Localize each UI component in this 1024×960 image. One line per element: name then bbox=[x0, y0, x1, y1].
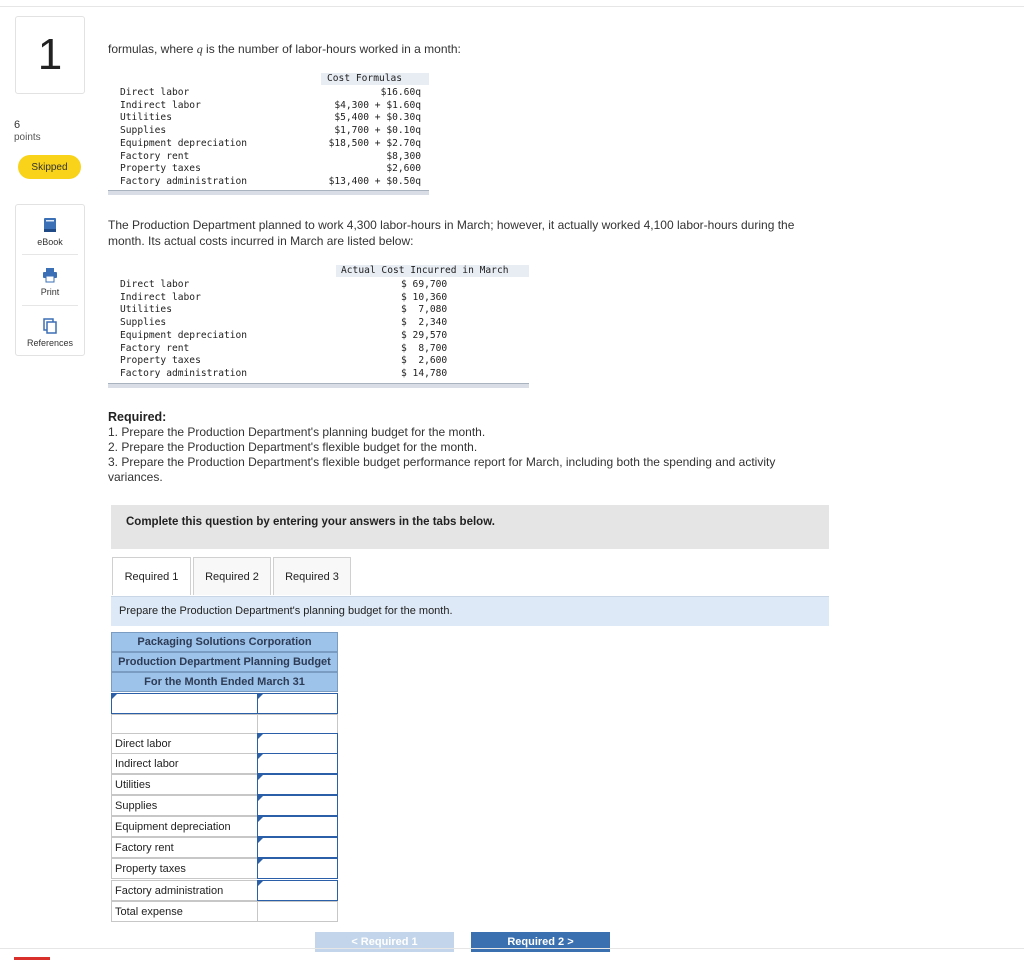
actual-label: Indirect labor bbox=[120, 291, 201, 303]
budget-row-input[interactable] bbox=[257, 753, 338, 774]
tab-required-1[interactable]: Required 1 bbox=[112, 557, 191, 595]
input-marker bbox=[258, 881, 263, 886]
tab-required-2[interactable]: Required 2 bbox=[193, 557, 271, 595]
references-icon bbox=[43, 318, 57, 334]
formula-value: $18,500 + $2.70q bbox=[328, 137, 421, 149]
bottom-divider bbox=[0, 948, 1024, 949]
budget-row-input[interactable] bbox=[257, 880, 338, 901]
next-tab-button[interactable]: Required 2 > bbox=[471, 932, 610, 952]
budget-row-label: Direct labor bbox=[111, 733, 257, 754]
actual-value: $ 14,780 bbox=[401, 367, 448, 379]
formula-label: Utilities bbox=[120, 112, 172, 124]
input-marker bbox=[258, 838, 263, 843]
actual-value: $ 69,700 bbox=[401, 279, 448, 290]
actual-value: $ 7,080 bbox=[401, 304, 448, 316]
tab-required-3[interactable]: Required 3 bbox=[273, 557, 351, 595]
budget-row-input[interactable] bbox=[257, 816, 338, 837]
budget-row-label: Factory administration bbox=[111, 880, 257, 901]
formula-label: Factory administration bbox=[120, 175, 248, 187]
question-number-box bbox=[15, 16, 85, 94]
actuals-table-bottom bbox=[108, 383, 529, 388]
budget-row-label: Supplies bbox=[111, 795, 257, 816]
required-item-3: 3. Prepare the Production Department's flexible budget performance report for March, including both the spending and activity bbox=[108, 455, 776, 469]
tab-prompt-text: Prepare the Production Department's planning budget for the month. bbox=[119, 605, 453, 617]
formula-value: $5,400 + $0.30q bbox=[334, 112, 421, 124]
budget-period: For the Month Ended March 31 bbox=[111, 672, 338, 692]
book-icon bbox=[43, 217, 57, 233]
question-number: 1 bbox=[37, 30, 63, 79]
formula-label: Direct labor bbox=[120, 87, 190, 98]
paragraph-line2: month. Its actual costs incurred in March are listed below: bbox=[108, 234, 414, 248]
printer-icon bbox=[42, 267, 58, 283]
input-marker bbox=[258, 694, 263, 699]
tools-panel bbox=[15, 204, 85, 356]
input-marker bbox=[258, 859, 263, 864]
actual-label: Supplies bbox=[120, 317, 167, 329]
formula-value: $8,300 bbox=[386, 150, 421, 162]
prev-tab-button[interactable]: < Required 1 bbox=[315, 932, 454, 952]
intro-pre: formulas, where bbox=[108, 42, 197, 56]
required-title: Required: bbox=[108, 410, 167, 424]
budget-blank-row-label bbox=[111, 714, 257, 735]
budget-row-input bbox=[257, 901, 338, 922]
budget-row-label: Factory rent bbox=[111, 837, 257, 858]
input-marker bbox=[112, 694, 117, 699]
print-button[interactable] bbox=[16, 267, 84, 297]
budget-row-input[interactable] bbox=[257, 837, 338, 858]
actuals-header: Actual Cost Incurred in March bbox=[341, 265, 509, 276]
formula-label: Factory rent bbox=[120, 150, 190, 162]
actual-value: $ 2,340 bbox=[401, 317, 448, 329]
budget-company: Packaging Solutions Corporation bbox=[111, 632, 338, 652]
budget-row-input[interactable] bbox=[257, 774, 338, 795]
references-button[interactable] bbox=[16, 318, 84, 348]
required-item-2: 2. Prepare the Production Department's flexible budget for the month. bbox=[108, 440, 478, 454]
budget-row-label: Total expense bbox=[111, 901, 257, 922]
budget-header-input-value[interactable] bbox=[257, 693, 338, 714]
formulas-table-bottom bbox=[108, 190, 429, 195]
input-marker bbox=[258, 734, 263, 739]
tool-divider bbox=[22, 254, 78, 255]
actual-value: $ 2,600 bbox=[401, 355, 448, 367]
budget-row-label: Utilities bbox=[111, 774, 257, 795]
instructions-bar bbox=[111, 505, 829, 549]
required-item-1: 1. Prepare the Production Department's planning budget for the month. bbox=[108, 425, 486, 439]
budget-blank-row-value bbox=[257, 714, 338, 735]
budget-row-label: Indirect labor bbox=[111, 753, 257, 774]
formula-label: Property taxes bbox=[120, 163, 201, 175]
print-label: Print bbox=[40, 287, 60, 297]
actual-value: $ 10,360 bbox=[401, 291, 448, 303]
actual-label: Property taxes bbox=[120, 355, 201, 367]
references-label: References bbox=[26, 338, 74, 348]
formula-value: $16.60q bbox=[380, 87, 421, 98]
actual-label: Utilities bbox=[120, 304, 172, 316]
formula-value: $13,400 + $0.50q bbox=[328, 175, 421, 187]
input-marker bbox=[258, 775, 263, 780]
intro-var: q bbox=[196, 42, 203, 56]
tool-divider bbox=[22, 305, 78, 306]
budget-row-input[interactable] bbox=[257, 795, 338, 816]
input-marker bbox=[258, 796, 263, 801]
formula-label: Supplies bbox=[120, 125, 167, 137]
actual-value: $ 8,700 bbox=[401, 342, 448, 354]
actual-label: Equipment depreciation bbox=[120, 329, 248, 341]
budget-row-input[interactable] bbox=[257, 733, 338, 754]
points-label: points bbox=[14, 132, 41, 143]
formula-label: Indirect labor bbox=[120, 99, 201, 111]
budget-title: Production Department Planning Budget bbox=[111, 652, 338, 672]
status-badge: Skipped bbox=[18, 155, 81, 179]
formula-label: Equipment depreciation bbox=[120, 137, 248, 149]
instructions-text: Complete this question by entering your answers in the tabs below. bbox=[126, 516, 495, 528]
budget-row-label: Equipment depreciation bbox=[111, 816, 257, 837]
budget-row-label: Property taxes bbox=[111, 858, 257, 879]
budget-header-input-label[interactable] bbox=[111, 693, 257, 714]
intro-text bbox=[108, 42, 461, 57]
input-marker bbox=[258, 817, 263, 822]
ebook-label: eBook bbox=[37, 237, 63, 247]
ebook-button[interactable] bbox=[16, 217, 84, 247]
required-item-3-cont: variances. bbox=[108, 470, 163, 484]
actual-label: Factory rent bbox=[120, 342, 190, 354]
actual-label: Factory administration bbox=[120, 367, 248, 379]
points-value: 6 bbox=[14, 119, 21, 131]
formula-value: $2,600 bbox=[386, 163, 421, 175]
actual-label: Direct labor bbox=[120, 279, 190, 290]
paragraph-line1: The Production Department planned to work 4,300 labor-hours in March; however, it actually worked 4,100 labor-hours during the bbox=[108, 218, 795, 232]
actual-value: $ 29,570 bbox=[401, 329, 448, 341]
intro-post: is the number of labor-hours worked in a month: bbox=[202, 42, 461, 56]
formula-value: $4,300 + $1.60q bbox=[334, 99, 421, 111]
formulas-header: Cost Formulas bbox=[327, 73, 403, 84]
tab-prompt-bar bbox=[111, 596, 829, 626]
top-divider bbox=[0, 6, 1024, 7]
formula-value: $1,700 + $0.10q bbox=[334, 125, 421, 137]
budget-row-input[interactable] bbox=[257, 858, 338, 879]
input-marker bbox=[258, 754, 263, 759]
